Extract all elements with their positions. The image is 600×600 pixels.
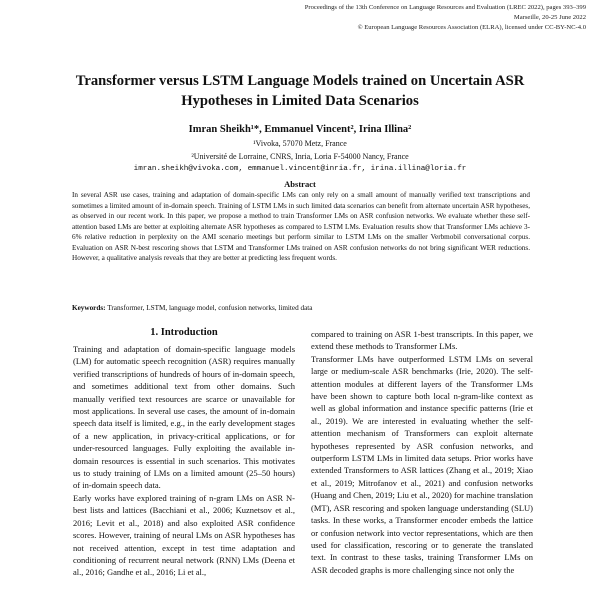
affiliation-1: ¹Vivoka, 57070 Metz, France bbox=[253, 139, 347, 148]
header-line-location: Marseille, 20-25 June 2022 bbox=[513, 14, 586, 21]
intro-paragraph-1: Training and adaptation of domain-specific language models (LM) for automatic speech recognition (ASR) requires manually verified transcriptions of hundreds of hours of in-domain speech, and sometimes additional text from other domains. Such manually verified text resources are scarce or unavailable for most applications. In several use cases, the amount of in-domain speech data itself is limited, e.g., in the early development stages of a new application, in privacy-critical applications, or for under-resourced languages. Fully exploiting the available in-domain resources is essential in such scenarios. This motivates us to study training of LMs on a limited amount (25–50 hours) of in-domain speech data. bbox=[73, 344, 295, 491]
abstract-heading: Abstract bbox=[284, 179, 316, 189]
keywords bbox=[72, 303, 530, 314]
proceedings-header bbox=[226, 3, 586, 33]
keywords-label: Keywords: bbox=[72, 304, 106, 312]
intro-paragraph-2: Early works have explored training of n-gram LMs on ASR N-best lists and lattices (Bacchiani et al., 2006; Kuznetsov et al., 2016; Levit et al., 2018) and also exploited ASR confidence scores. However, training of neural LMs on ASR hypotheses has not received attention, except in test time adaptation and conditioning of recurrent neural network (RNN) LMs (Deena et al., 2016; Gandhe et al., 2016; Li et al., bbox=[73, 492, 295, 578]
title-line-2: Hypotheses in Limited Data Scenarios bbox=[181, 93, 419, 109]
title-line-1: Transformer versus LSTM Language Models trained on Uncertain ASR bbox=[75, 73, 525, 89]
author-emails: imran.sheikh@vivoka.com, emmanuel.vincent@inria.fr, irina.illina@loria.fr bbox=[133, 165, 467, 173]
keywords-text: Transformer, LSTM, language model, confusion networks, limited data bbox=[107, 304, 313, 312]
paper-authors: Imran Sheikh¹*, Emmanuel Vincent², Irina Illina² bbox=[188, 124, 412, 135]
intro-paragraph-4: Transformer LMs have outperformed LSTM LMs on several large or medium-scale ASR benchmarks (Irie, 2020). The self-attention modules at different layers of the Transformer LMs have been shown to capture both local n-gram-like context as well as global information and instance specific patterns (Irie et al., 2019). We are interested in evaluating whether the self-attention mechanism of Transformers can exploit alternate hypotheses represented by ASR confusion networks, and outperform LSTM LMs in limited data setups. Prior works have extended Transformers to ASR lattices (Zhang et al., 2019; Xiao et al., 2019; Mitrofanov et al., 2021) and confusion networks (Huang and Chen, 2019; Liu et al., 2020) for machine translation (MT), ASR rescoring and spoken language understanding (SLU) tasks. In these works, a Transformer encoder embeds the lattice or confusion network into vector representations, which are then used for classification, rescoring or to generate the translated text. In contrast to these tasks, training Transformer LMs on ASR decoded graphs is more challenging since not only the bbox=[311, 353, 533, 575]
header-line-venue: Proceedings of the 13th Conference on Language Resources and Evaluation (LREC 2022), pages 393–399 bbox=[304, 4, 586, 11]
paper-title bbox=[40, 71, 560, 111]
section-introduction-title: 1. Introduction bbox=[150, 327, 218, 338]
left-column bbox=[73, 343, 295, 579]
right-column bbox=[311, 328, 533, 576]
header-line-license: © European Language Resources Association (ELRA), licensed under CC-BY-NC-4.0 bbox=[357, 24, 586, 31]
intro-paragraph-3: compared to training on ASR 1-best transcripts. In this paper, we extend these methods to Transformer LMs. bbox=[311, 329, 533, 352]
affiliation-2: ²Université de Lorraine, CNRS, Inria, Loria F-54000 Nancy, France bbox=[191, 152, 409, 161]
abstract-text: In several ASR use cases, training and adaptation of domain-specific LMs can only rely on a small amount of manually verified text transcriptions and sometimes a limited amount of in-domain speech. Training of LSTM LMs in such limited data scenarios can benefit from alternate uncertain ASR hypotheses, as observed in our recent work. In this paper, we propose a method to train Transformer LMs on ASR confusion networks. We evaluate whether these self-attention based LMs are better at exploiting alternate ASR hypotheses as compared to LSTM LMs. Evaluation results show that Transformer LMs achieve 3-6% relative reduction in perplexity on the AMI scenario meetings but perform similar to LSTM LMs on the smaller Verbmobil conversational corpus. Evaluation on ASR N-best rescoring shows that LSTM and Transformer LMs trained on ASR confusion networks do not bring significant WER reductions. However, a qualitative analysis reveals that they are better at predicting less frequent words. bbox=[72, 191, 530, 262]
